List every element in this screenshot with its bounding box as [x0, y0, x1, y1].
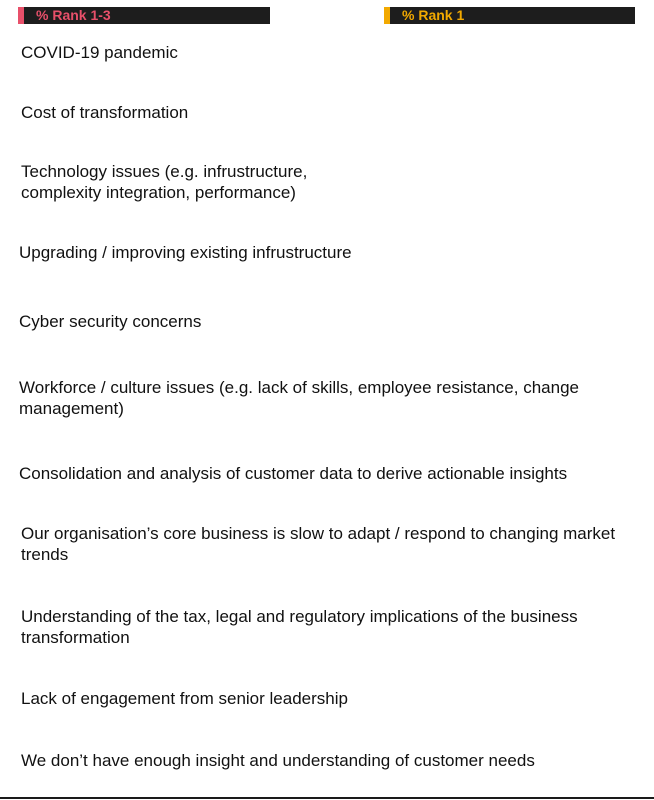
category-label: Our organisation’s core business is slow to adapt / respond to changing market trends [21, 524, 616, 564]
legend-rank-1 [384, 7, 635, 24]
bottom-rule [0, 797, 654, 799]
legend-label-rank-1-3: % Rank 1-3 [36, 7, 111, 23]
category-label: We don’t have enough insight and understanding of customer needs [21, 751, 535, 770]
category-label: Lack of engagement from senior leadership [21, 689, 348, 708]
category-label: Consolidation and analysis of customer data to derive actionable insights [19, 464, 568, 483]
category-label: Upgrading / improving existing infrustructure [19, 243, 352, 262]
category-label: Technology issues (e.g. infrustructure, complexity integration, performance) [21, 162, 308, 202]
category-label: Understanding of the tax, legal and regulatory implications of the business transformation [21, 607, 578, 647]
legend-label-rank-1: % Rank 1 [402, 7, 465, 23]
legend-rank-1-3 [18, 7, 270, 24]
category-label: Cyber security concerns [19, 312, 202, 331]
category-label: Cost of transformation [21, 103, 189, 122]
category-label: COVID-19 pandemic [21, 43, 178, 62]
category-label: Workforce / culture issues (e.g. lack of skills, employee resistance, change management) [19, 378, 579, 418]
